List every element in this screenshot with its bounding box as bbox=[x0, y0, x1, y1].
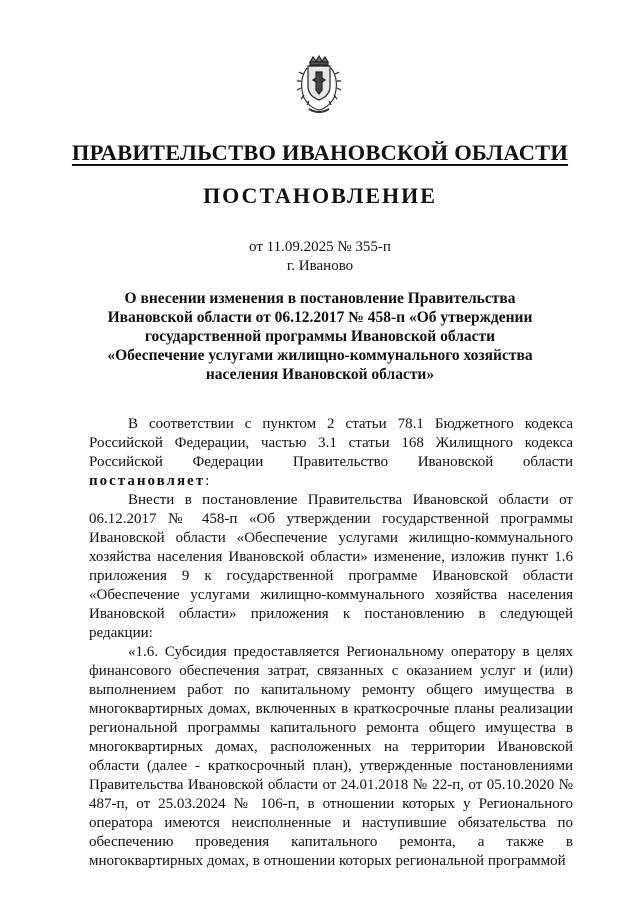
document-meta bbox=[0, 238, 640, 276]
paragraph-3: «1.6. Субсидия предоставляется Региональному оператору в целях финансового обеспечения затрат, связанных с оказанием услуг и (или) выполнением работ по капитальному ремонту общего имущества в многоквартирных домах, включенных в краткосрочные планы реализации региональной программы капитального ремонта общего имущества в многоквартирных домах, расположенных на территории Ивановской области (далее - краткосрочный план), утвержденные постановлениями Правительства Ивановской области от 24.01.2018 № 22-п, от 05.10.2020 № 487-п, от 25.03.2024 № 106-п, в отношении которых у Регионального оператора имеются неисполненные и наступившие обязательства по обеспечению проведения капитального ремонта, а также в многоквартирных домах, в отношении которых региональной программой bbox=[89, 644, 573, 869]
paragraph-1-text: В соответствии с пунктом 2 статьи 78.1 Бюджетного кодекса Российской Федерации, частью 3.1 статьи 168 Жилищного кодекса Российской Федерации Правительство Ивановской области bbox=[89, 416, 573, 470]
paragraph-1-colon: : bbox=[205, 473, 210, 489]
organization-title-text: ПРАВИТЕЛЬСТВО ИВАНОВСКОЙ ОБЛАСТИ bbox=[71, 140, 569, 165]
date-number: от 11.09.2025 № 355-п bbox=[249, 239, 391, 255]
document-type: ПОСТАНОВЛЕНИЕ bbox=[203, 183, 437, 208]
document-body bbox=[89, 415, 573, 871]
city: г. Иваново bbox=[286, 258, 354, 274]
paragraph-1-verb: постановляет bbox=[89, 473, 206, 489]
paragraph-1 bbox=[89, 415, 573, 491]
paragraph-2: Внести в постановление Правительства Ивановской области от 06.12.2017 № 458-п «Об утверждении государственной программы Ивановской области «Обеспечение услугами жилищно-коммунального хозяйства населения Ивановской области» изменение, изложив пункт 1.6 приложения 9 к государственной программе Ивановской области «Обеспечение услугами жилищно-коммунального хозяйства населения Ивановской области» приложения к постановлению в следующей редакции: bbox=[89, 492, 573, 641]
coat-of-arms-icon bbox=[294, 54, 344, 116]
document-subject: О внесении изменения в постановление Правительства Ивановской области от 06.12.2017 № 458-п «Об утверждении государственной программы Ивановской области «Обеспечение услугами жилищно-коммунального хозяйства населения Ивановской области» bbox=[107, 290, 533, 383]
organization-title bbox=[0, 140, 640, 166]
